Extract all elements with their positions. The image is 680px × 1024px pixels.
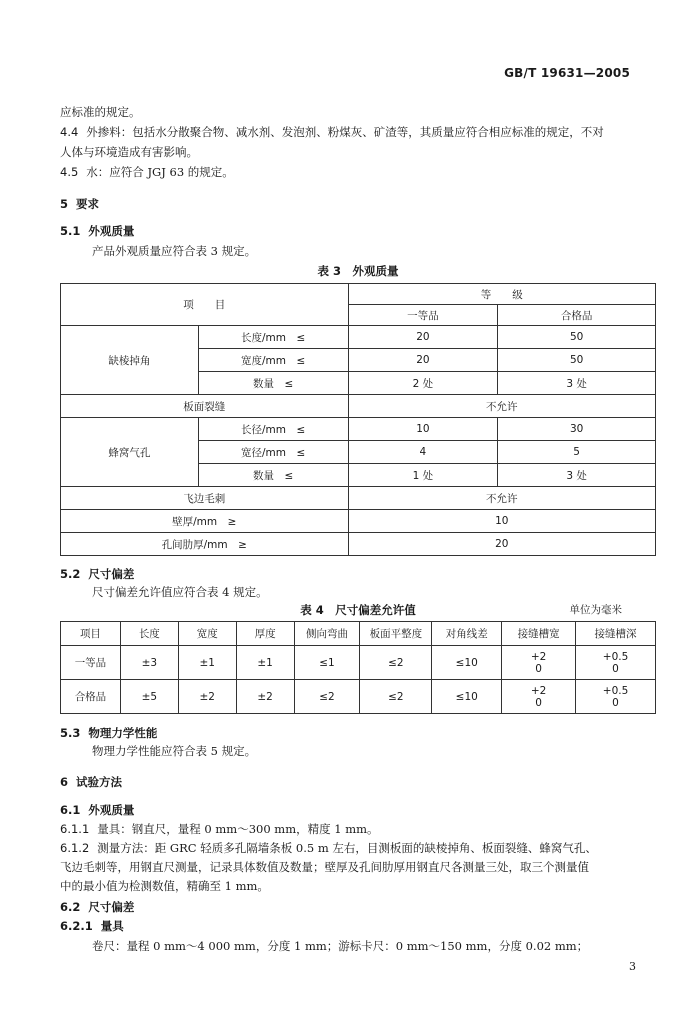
cell-tolerance [502, 680, 576, 714]
row-label: 壁厚/mm ≥ [61, 510, 349, 533]
section-number: 6 [60, 775, 69, 789]
section-4-5 [60, 164, 234, 180]
section-number: 6.2 [60, 900, 81, 914]
section-title: 外观质量 [88, 803, 135, 817]
standard-code: GB/T 19631—2005 [504, 66, 630, 80]
cell-value: 3 处 [498, 372, 656, 395]
column-header: 项目 [61, 622, 121, 646]
column-header: 接缝槽深 [576, 622, 656, 646]
section-6-2-heading [60, 899, 134, 915]
cell-value: ±2 [236, 680, 294, 714]
row-group-label: 蜂窝气孔 [61, 418, 199, 487]
section-number: 6.1.2 [60, 841, 90, 855]
cell-value: 2 处 [348, 372, 498, 395]
tolerance-upper: +2 [530, 684, 547, 697]
table-header-first-grade: 一等品 [348, 305, 498, 326]
section-6-1-1 [60, 821, 379, 837]
row-label: 数量 ≤ [198, 464, 348, 487]
section-5-3-heading [60, 725, 157, 741]
section-title: 试验方法 [76, 775, 123, 789]
table-4-unit: 单位为毫米 [569, 604, 622, 616]
cell-value: ≤2 [360, 646, 432, 680]
tolerance-lower: 0 [535, 696, 542, 709]
tolerance-upper: +0.5 [602, 650, 629, 663]
paragraph-text: 尺寸偏差允许值应符合表 4 规定。 [92, 585, 268, 599]
table-3-caption: 表 3 外观质量 [317, 264, 399, 278]
cell-value: 1 处 [348, 464, 498, 487]
cell-value: ≤1 [294, 646, 360, 680]
section-title: 量具 [100, 919, 124, 933]
row-label: 长径/mm ≤ [198, 418, 348, 441]
tolerance-lower: 0 [612, 696, 619, 709]
cell-value: ±3 [120, 646, 178, 680]
cell-value: ±2 [178, 680, 236, 714]
column-header: 对角线差 [432, 622, 502, 646]
paragraph-continuation: 人体与环境造成有害影响。 [60, 145, 198, 159]
cell-value: ±1 [236, 646, 294, 680]
page-number: 3 [629, 960, 636, 973]
cell-value: 不允许 [348, 395, 655, 418]
cell-value: 不允许 [348, 487, 655, 510]
row-label: 孔间肋厚/mm ≥ [61, 533, 349, 556]
row-label: 板面裂缝 [61, 395, 349, 418]
section-6-1-heading [60, 802, 134, 818]
paragraph-text: 应标准的规定。 [60, 105, 141, 119]
table-4-caption: 表 4 尺寸偏差允许值 [300, 603, 416, 617]
cell-value: 50 [498, 349, 656, 372]
cell-value: 20 [348, 533, 655, 556]
row-label: 合格品 [61, 680, 121, 714]
paragraph-text: 物理力学性能应符合表 5 规定。 [92, 744, 257, 758]
section-6-2-1-heading [60, 918, 124, 934]
section-title: 尺寸偏差 [88, 567, 135, 581]
cell-value: 50 [498, 326, 656, 349]
section-number: 6.1.1 [60, 822, 90, 836]
tolerance-lower: 0 [535, 662, 542, 675]
column-header: 长度 [120, 622, 178, 646]
paragraph-continuation: 中的最小值为检测数值，精确至 1 mm。 [60, 879, 269, 893]
cell-value: 30 [498, 418, 656, 441]
column-header: 厚度 [236, 622, 294, 646]
table-header-item: 项 目 [61, 284, 349, 326]
section-number: 5.1 [60, 224, 81, 238]
section-number: 6.1 [60, 803, 81, 817]
cell-value: ≤10 [432, 646, 502, 680]
section-text: 水：应符合 JGJ 63 的规定。 [86, 165, 234, 179]
row-label: 宽径/mm ≤ [198, 441, 348, 464]
table-4-dimension-deviation [60, 621, 656, 714]
cell-value: ±5 [120, 680, 178, 714]
section-title: 物理力学性能 [88, 726, 158, 740]
cell-value: 10 [348, 510, 655, 533]
table-header-pass-grade: 合格品 [498, 305, 656, 326]
section-number: 5.2 [60, 567, 81, 581]
row-label: 数量 ≤ [198, 372, 348, 395]
cell-value: 3 处 [498, 464, 656, 487]
cell-value: 20 [348, 349, 498, 372]
section-title: 要求 [76, 197, 100, 211]
tolerance-upper: +0.5 [602, 684, 629, 697]
section-5-heading [60, 196, 99, 212]
section-title: 尺寸偏差 [88, 900, 135, 914]
tolerance-lower: 0 [612, 662, 619, 675]
paragraph-text: 卷尺：量程 0 mm～4 000 mm，分度 1 mm；游标卡尺：0 mm～150 mm，分度 0.02 mm； [92, 939, 589, 953]
column-header: 板面平整度 [360, 622, 432, 646]
paragraph-text: 产品外观质量应符合表 3 规定。 [92, 244, 257, 258]
column-header: 接缝槽宽 [502, 622, 576, 646]
column-header: 宽度 [178, 622, 236, 646]
table-3-appearance-quality [60, 283, 656, 556]
section-title: 外观质量 [88, 224, 135, 238]
row-group-label: 缺棱掉角 [61, 326, 199, 395]
cell-tolerance [576, 646, 656, 680]
cell-value: 5 [498, 441, 656, 464]
row-label: 长度/mm ≤ [198, 326, 348, 349]
cell-value: 10 [348, 418, 498, 441]
section-number: 4.4 [60, 125, 79, 139]
cell-value: ≤10 [432, 680, 502, 714]
section-6-heading [60, 774, 122, 790]
cell-value: 4 [348, 441, 498, 464]
row-label: 一等品 [61, 646, 121, 680]
paragraph-continuation: 飞边毛刺等，用钢直尺测量，记录具体数值及数量；壁厚及孔间肋厚用钢直尺各测量三处，取三个测量值 [60, 860, 589, 874]
section-text: 量具：钢直尺，量程 0 mm～300 mm，精度 1 mm。 [97, 822, 379, 836]
section-text: 外掺料：包括水分散聚合物、减水剂、发泡剂、粉煤灰、矿渣等，其质量应符合相应标准的规定，不对 [86, 125, 604, 139]
cell-value: ≤2 [360, 680, 432, 714]
column-header: 侧向弯曲 [294, 622, 360, 646]
section-number: 6.2.1 [60, 919, 93, 933]
cell-value: 20 [348, 326, 498, 349]
section-text: 测量方法：距 GRC 轻质多孔隔墙条板 0.5 m 左右，目测板面的缺棱掉角、板面裂缝、蜂窝气孔、 [97, 841, 597, 855]
row-label: 飞边毛刺 [61, 487, 349, 510]
section-number: 5 [60, 197, 69, 211]
section-5-1-heading [60, 223, 134, 239]
section-5-2-heading [60, 566, 134, 582]
section-number: 5.3 [60, 726, 81, 740]
section-4-4 [60, 124, 604, 140]
section-6-1-2 [60, 840, 597, 856]
cell-tolerance [576, 680, 656, 714]
cell-value: ±1 [178, 646, 236, 680]
cell-value: ≤2 [294, 680, 360, 714]
table-header-grade: 等 级 [348, 284, 655, 305]
row-label: 宽度/mm ≤ [198, 349, 348, 372]
cell-tolerance [502, 646, 576, 680]
tolerance-upper: +2 [530, 650, 547, 663]
section-number: 4.5 [60, 165, 79, 179]
